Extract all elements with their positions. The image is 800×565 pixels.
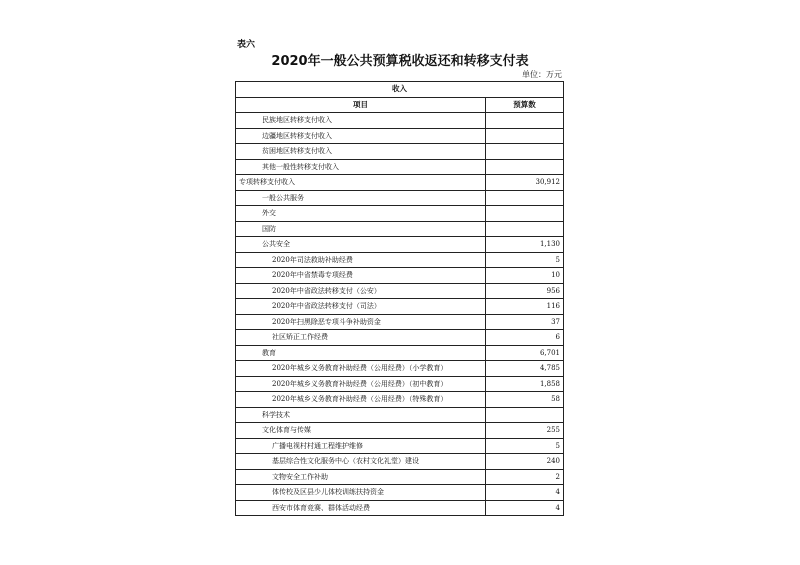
row-amount [486,128,564,144]
row-label: 文化体育与传媒 [236,423,486,439]
row-amount: 5 [486,438,564,454]
row-amount: 956 [486,283,564,299]
table-row [236,469,564,485]
table-row [236,361,564,377]
row-label: 2020年中省政法转移支付（公安） [236,283,486,299]
table-row [236,376,564,392]
row-label: 基层综合性文化服务中心（农村文化礼堂）建设 [236,454,486,470]
row-label: 2020年城乡义务教育补助经费（公用经费）（小学教育） [236,361,486,377]
row-label: 2020年中省禁毒专项经费 [236,268,486,284]
row-amount: 1,858 [486,376,564,392]
row-label: 专项转移支付收入 [236,175,486,191]
row-amount: 4 [486,500,564,516]
table-row [236,252,564,268]
row-label: 民族地区转移支付收入 [236,113,486,129]
table-row [236,144,564,160]
row-amount: 4,785 [486,361,564,377]
table-row [236,454,564,470]
row-label: 边疆地区转移支付收入 [236,128,486,144]
section-header-row [236,82,564,98]
table-row [236,485,564,501]
row-label: 一般公共服务 [236,190,486,206]
row-amount: 10 [486,268,564,284]
column-header-row [236,97,564,113]
row-amount: 1,130 [486,237,564,253]
row-label: 2020年中省政法转移支付（司法） [236,299,486,315]
row-label: 2020年扫黑除恶专项斗争补助资金 [236,314,486,330]
row-amount: 37 [486,314,564,330]
row-label: 2020年城乡义务教育补助经费（公用经费）（初中教育） [236,376,486,392]
row-amount: 116 [486,299,564,315]
row-label: 文物安全工作补助 [236,469,486,485]
row-label: 教育 [236,345,486,361]
row-label: 2020年司法救助补助经费 [236,252,486,268]
table-row [236,407,564,423]
row-amount [486,190,564,206]
row-label: 社区矫正工作经费 [236,330,486,346]
row-label: 外交 [236,206,486,222]
column-header-amount: 预算数 [486,97,564,113]
table-row [236,299,564,315]
table-row [236,206,564,222]
table-row [236,500,564,516]
page-title: 2020年一般公共预算税收返还和转移支付表 [271,54,529,69]
row-label: 贫困地区转移支付收入 [236,144,486,160]
document-tag: 表六 [237,40,256,50]
table-row [236,345,564,361]
table-row [236,221,564,237]
row-amount [486,206,564,222]
table-row [236,268,564,284]
row-label: 西安市体育竞赛、群体活动经费 [236,500,486,516]
row-amount: 5 [486,252,564,268]
row-amount [486,159,564,175]
table-row [236,159,564,175]
table-row [236,283,564,299]
row-label: 2020年城乡义务教育补助经费（公用经费）（特殊教育） [236,392,486,408]
table-row [236,438,564,454]
section-header: 收入 [236,82,564,98]
row-amount [486,144,564,160]
column-header-item: 项目 [236,97,486,113]
table-row [236,128,564,144]
row-label: 体传校及区县少儿体校训练扶持资金 [236,485,486,501]
row-amount: 58 [486,392,564,408]
unit-label: 单位：万元 [522,70,562,79]
row-amount [486,113,564,129]
row-amount: 4 [486,485,564,501]
row-amount: 30,912 [486,175,564,191]
row-label: 科学技术 [236,407,486,423]
row-amount [486,407,564,423]
table-row [236,392,564,408]
row-label: 公共安全 [236,237,486,253]
row-amount [486,221,564,237]
row-amount: 6,701 [486,345,564,361]
budget-table [235,81,564,516]
table-row [236,314,564,330]
row-label: 广播电视村村通工程维护维修 [236,438,486,454]
row-amount: 2 [486,469,564,485]
table-row [236,330,564,346]
row-label: 其他一般性转移支付收入 [236,159,486,175]
row-amount: 240 [486,454,564,470]
row-amount: 255 [486,423,564,439]
table-row [236,175,564,191]
table-row [236,237,564,253]
row-amount: 6 [486,330,564,346]
table-row [236,113,564,129]
row-label: 国防 [236,221,486,237]
table-row [236,423,564,439]
table-row [236,190,564,206]
